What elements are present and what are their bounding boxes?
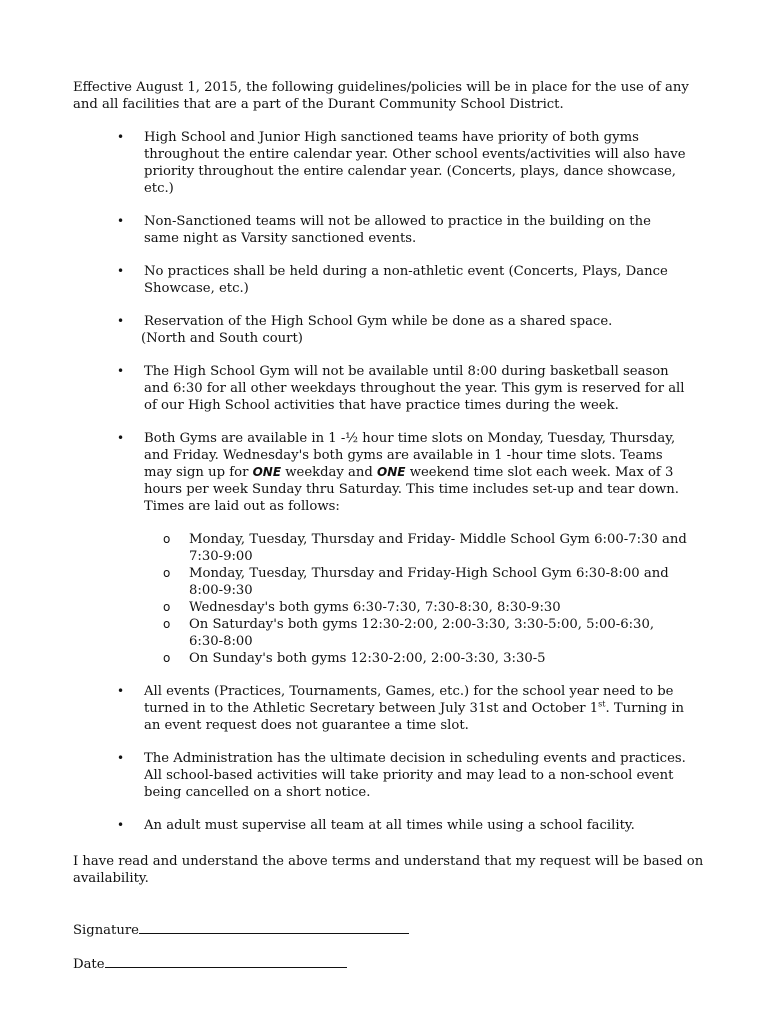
schedule-item [144, 531, 689, 565]
date-label: Date [73, 957, 105, 972]
bullet-icon: • [117, 751, 125, 765]
policy-item [0, 363, 689, 414]
schedule-item [144, 599, 689, 616]
sub-bullet-icon: o [163, 532, 171, 546]
bullet-icon: • [117, 684, 125, 698]
sub-bullet-icon: o [163, 651, 171, 665]
schedule-text: On Saturday's both gyms 12:30-2:00, 2:00-3:30, 3:30-5:00, 5:00-6:30, 6:30-8:00 [189, 617, 655, 649]
acknowledgement-text: I have read and understand the above terms and understand that my request will be based on availability. [73, 854, 704, 886]
bullet-icon: • [117, 818, 125, 832]
policy-text: Both Gyms are available in 1 -½ hour time slots on Monday, Tuesday, Thursday, and Friday. Wednesday's both gyms are available in 1 -hour time slots. Teams may sign up for [144, 431, 676, 480]
policy-item [0, 750, 689, 801]
bullet-icon: • [117, 214, 125, 228]
policy-item [0, 263, 689, 297]
schedule-text: On Sunday's both gyms 12:30-2:00, 2:00-3:30, 3:30-5 [189, 651, 546, 666]
policy-text: Reservation of the High School Gym while be done as a shared space. [144, 314, 613, 329]
policy-text: No practices shall be held during a non-athletic event (Concerts, Plays, Dance Showcase, etc.) [144, 264, 668, 296]
intro-paragraph: Effective August 1, 2015, the following guidelines/policies will be in place for the use of any and all facilities that are a part of the Durant Community School District. [73, 80, 689, 112]
policy-item [0, 817, 689, 834]
signature-row [73, 921, 409, 939]
bullet-icon: • [117, 314, 125, 328]
schedule-item [144, 565, 689, 599]
policy-item [0, 213, 689, 247]
policy-text: The High School Gym will not be available until 8:00 during basketball season and 6:30 for all other weekdays throughout the year. This gym is reserved for all of our High School activities that have practice times during the week. [144, 364, 685, 413]
signature-label: Signature [73, 923, 139, 938]
policy-text: weekend time slot each week. Max of 3 hours per week Sunday thru Saturday. This time includes set-up and tear down. Times are laid out as follows: [144, 465, 679, 514]
sub-bullet-icon: o [163, 600, 171, 614]
policy-text: . Turning in an event request does not guarantee a time slot. [144, 701, 685, 733]
bullet-icon: • [117, 364, 125, 378]
emphasis-one: ONE [377, 465, 406, 479]
policy-item [0, 430, 689, 667]
policy-list [0, 129, 770, 850]
date-row [73, 955, 347, 973]
schedule-list [144, 531, 689, 667]
schedule-item [144, 650, 689, 667]
superscript: st [598, 699, 606, 709]
schedule-text: Monday, Tuesday, Thursday and Friday- Middle School Gym 6:00-7:30 and 7:30-9:00 [189, 532, 687, 564]
policy-text: High School and Junior High sanctioned teams have priority of both gyms throughout the entire calendar year. Other school events/activities will also have priority throughout the entire calendar year. (Concerts, plays, dance showcase, etc.) [144, 130, 686, 196]
policy-item [0, 683, 689, 734]
sub-bullet-icon: o [163, 566, 171, 580]
policy-item [0, 313, 689, 347]
bullet-icon: • [117, 431, 125, 445]
bullet-icon: • [117, 264, 125, 278]
date-line[interactable] [105, 955, 347, 968]
bullet-icon: • [117, 130, 125, 144]
policy-text: (North and South court) [141, 331, 303, 346]
policy-item [0, 129, 689, 197]
schedule-text: Wednesday's both gyms 6:30-7:30, 7:30-8:30, 8:30-9:30 [189, 600, 561, 615]
emphasis-one: ONE [252, 465, 282, 479]
policy-text: An adult must supervise all team at all times while using a school facility. [144, 818, 635, 833]
schedule-item [144, 616, 689, 650]
policy-text: weekday and [281, 465, 378, 480]
sub-bullet-icon: o [163, 617, 171, 631]
policy-text: Non-Sanctioned teams will not be allowed to practice in the building on the same night as Varsity sanctioned events. [144, 214, 651, 246]
schedule-text: Monday, Tuesday, Thursday and Friday-High School Gym 6:30-8:00 and 8:00-9:30 [189, 566, 669, 598]
policy-text: All events (Practices, Tournaments, Games, etc.) for the school year need to be turned in to the Athletic Secretary between July 31st and October 1 [144, 684, 674, 716]
policy-text: The Administration has the ultimate decision in scheduling events and practices. All school-based activities will take priority and may lead to a non-school event being cancelled on a short notice. [144, 751, 686, 800]
signature-line[interactable] [139, 921, 409, 934]
